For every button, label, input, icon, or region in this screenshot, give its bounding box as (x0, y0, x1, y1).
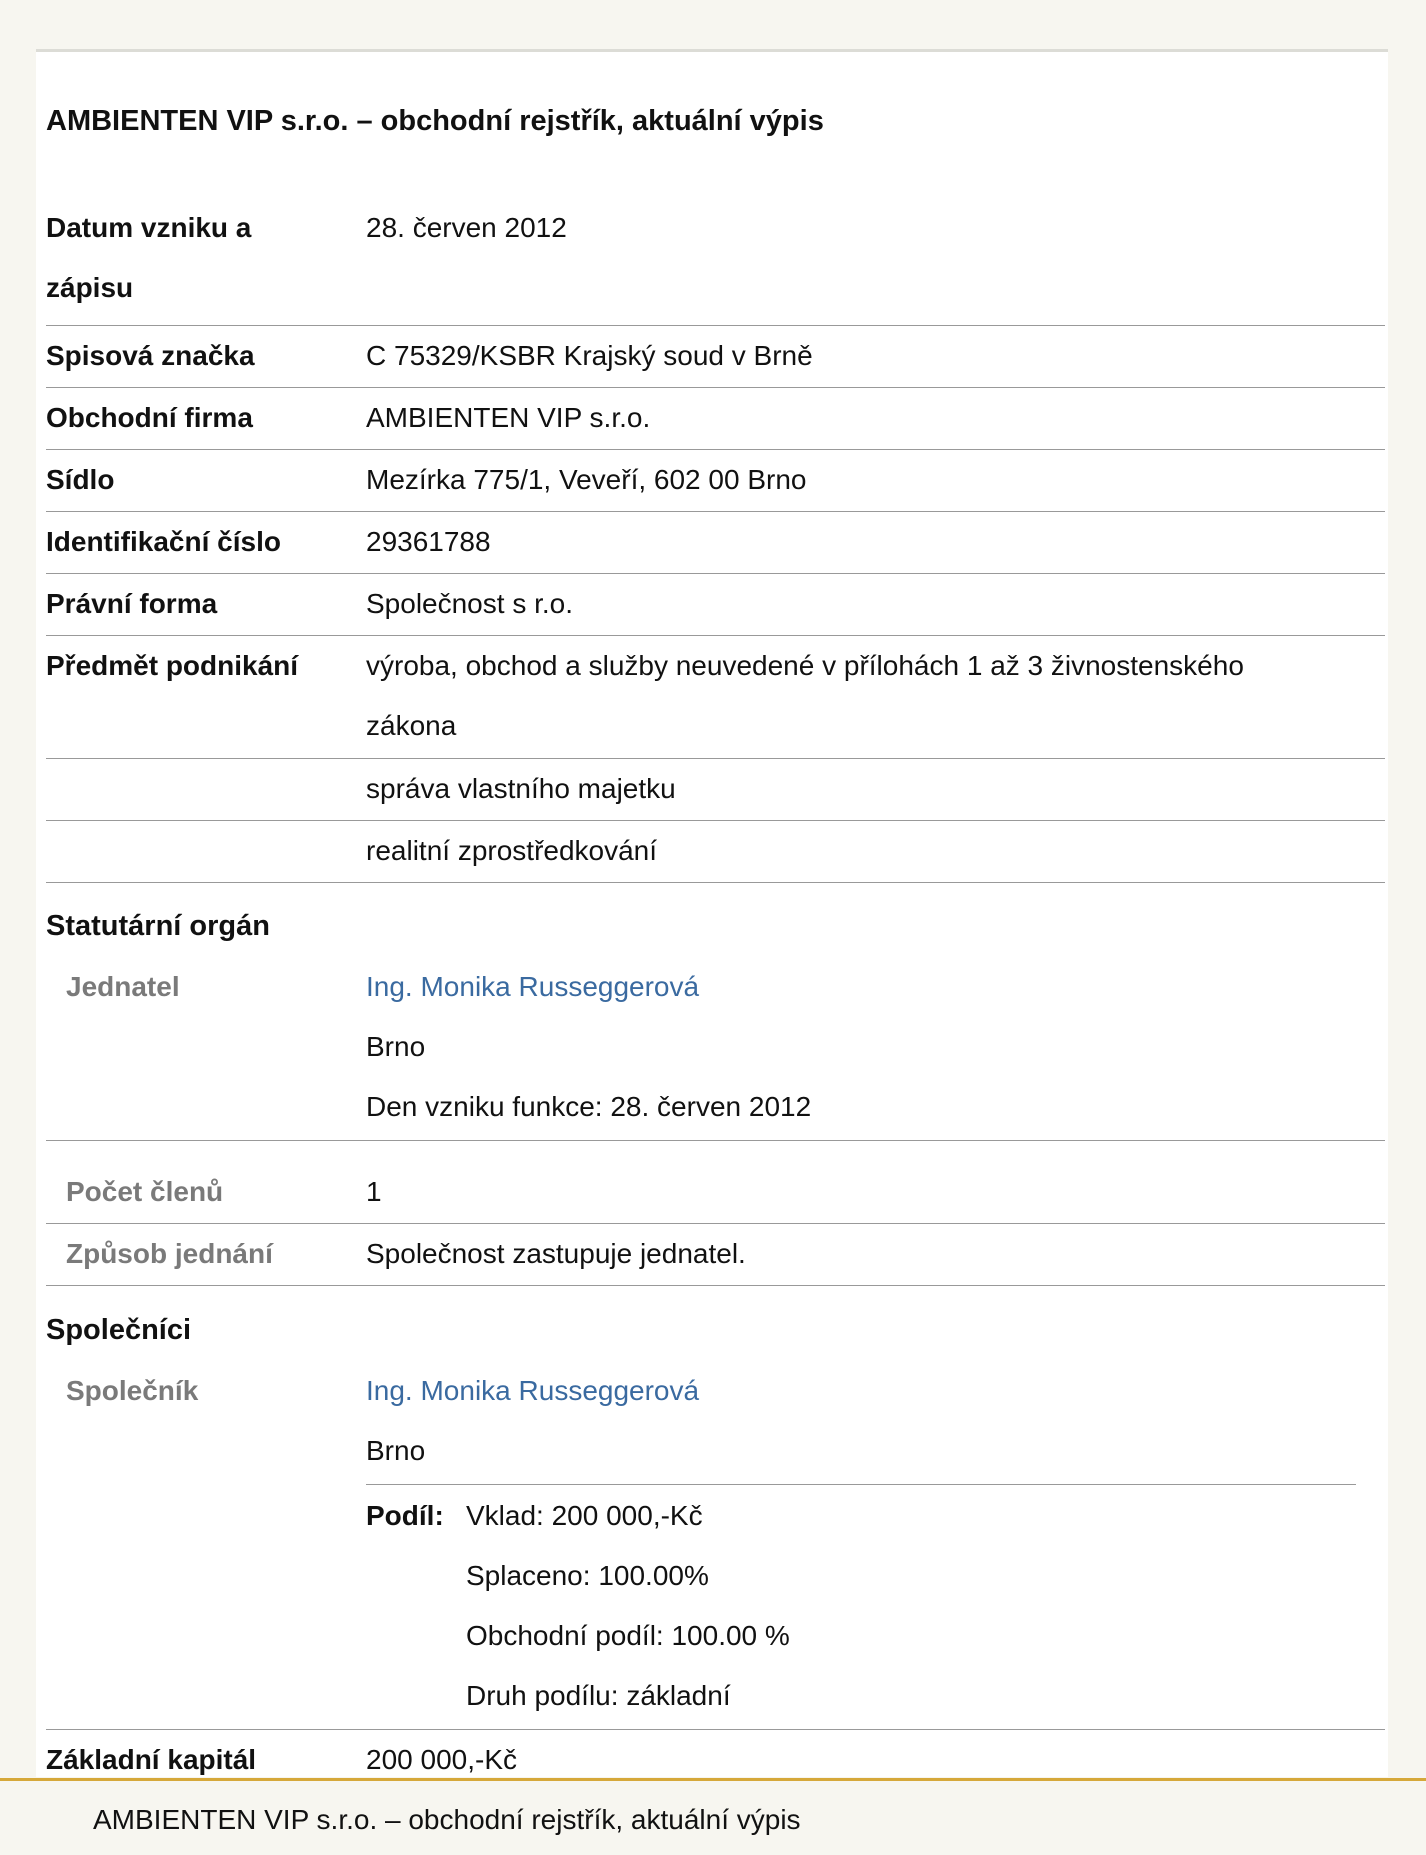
label-podil: Podíl: (366, 1500, 444, 1531)
value-predmet-item: správa vlastního majetku (366, 773, 676, 804)
value-predmet-item: realitní zprostředkování (366, 835, 658, 866)
label-predmet-podnikani: Předmět podnikání (46, 650, 299, 681)
label-obchodni-firma: Obchodní firma (46, 402, 253, 433)
label-datum-vzniku-2: zápisu (46, 272, 134, 303)
jednatel-name-link[interactable]: Ing. Monika Russeggerová (366, 971, 700, 1002)
row-spolecnik (46, 1361, 1385, 1730)
label-zakladni-kapital: Základní kapitál (46, 1744, 257, 1775)
row-zpusob-jednani (46, 1224, 1385, 1286)
row-pravni-forma (46, 574, 1385, 636)
value-predmet-item: výroba, obchod a služby neuvedené v přílohách 1 až 3 živnostenského (366, 650, 1244, 681)
value-podil-item: Druh podílu: základní (466, 1680, 731, 1711)
value-predmet-item: zákona (366, 710, 457, 741)
value-sidlo: Mezírka 775/1, Veveří, 602 00 Brno (366, 464, 807, 495)
label-sidlo: Sídlo (46, 464, 115, 495)
row-pocet-clenu (46, 1162, 1385, 1224)
footer-bar (0, 1778, 1426, 1855)
row-predmet-podnikani (46, 636, 1385, 759)
label-spolecnik: Společník (66, 1375, 199, 1406)
row-jednatel (46, 957, 1385, 1141)
label-datum-vzniku-1: Datum vzniku a (46, 212, 252, 243)
value-jednatel-funkce: Den vzniku funkce: 28. červen 2012 (366, 1091, 812, 1122)
label-spisova-znacka: Spisová značka (46, 340, 255, 371)
value-spolecnik-city: Brno (366, 1435, 426, 1466)
spolecnik-name-link[interactable]: Ing. Monika Russeggerová (366, 1375, 700, 1406)
section-heading-statutarni-organ: Statutární orgán (46, 910, 270, 942)
row-sidlo (46, 450, 1385, 512)
value-podil-item: Obchodní podíl: 100.00 % (466, 1620, 790, 1651)
label-zpusob-jednani: Způsob jednání (66, 1238, 273, 1269)
value-pocet-clenu: 1 (366, 1176, 382, 1207)
label-identifikacni-cislo: Identifikační číslo (46, 526, 281, 557)
row-obchodni-firma (46, 388, 1385, 450)
value-zakladni-kapital: 200 000,-Kč (366, 1744, 517, 1775)
row-datum-vzniku (46, 198, 1385, 326)
register-card (36, 49, 1388, 1777)
row-predmet-podnikani-2 (46, 759, 1385, 821)
value-datum-vzniku: 28. červen 2012 (366, 212, 567, 243)
value-podil-item: Vklad: 200 000,-Kč (466, 1500, 703, 1531)
value-spisova-znacka: C 75329/KSBR Krajský soud v Brně (366, 340, 813, 371)
label-jednatel: Jednatel (66, 971, 180, 1002)
value-zpusob-jednani: Společnost zastupuje jednatel. (366, 1238, 746, 1269)
value-obchodni-firma: AMBIENTEN VIP s.r.o. (366, 402, 651, 433)
footer-title: AMBIENTEN VIP s.r.o. – obchodní rejstřík, aktuální výpis (93, 1804, 801, 1835)
page-title: AMBIENTEN VIP s.r.o. – obchodní rejstřík, aktuální výpis (46, 105, 824, 137)
value-jednatel-city: Brno (366, 1031, 426, 1062)
row-identifikacni-cislo (46, 512, 1385, 574)
podil-divider (366, 1484, 1356, 1485)
value-identifikacni-cislo: 29361788 (366, 526, 491, 557)
section-heading-spolecnici: Společníci (46, 1314, 192, 1346)
value-podil-item: Splaceno: 100.00% (466, 1560, 709, 1591)
label-pravni-forma: Právní forma (46, 588, 218, 619)
label-pocet-clenu: Počet členů (66, 1176, 224, 1207)
row-spisova-znacka (46, 326, 1385, 388)
value-pravni-forma: Společnost s r.o. (366, 588, 574, 619)
row-predmet-podnikani-3 (46, 821, 1385, 883)
